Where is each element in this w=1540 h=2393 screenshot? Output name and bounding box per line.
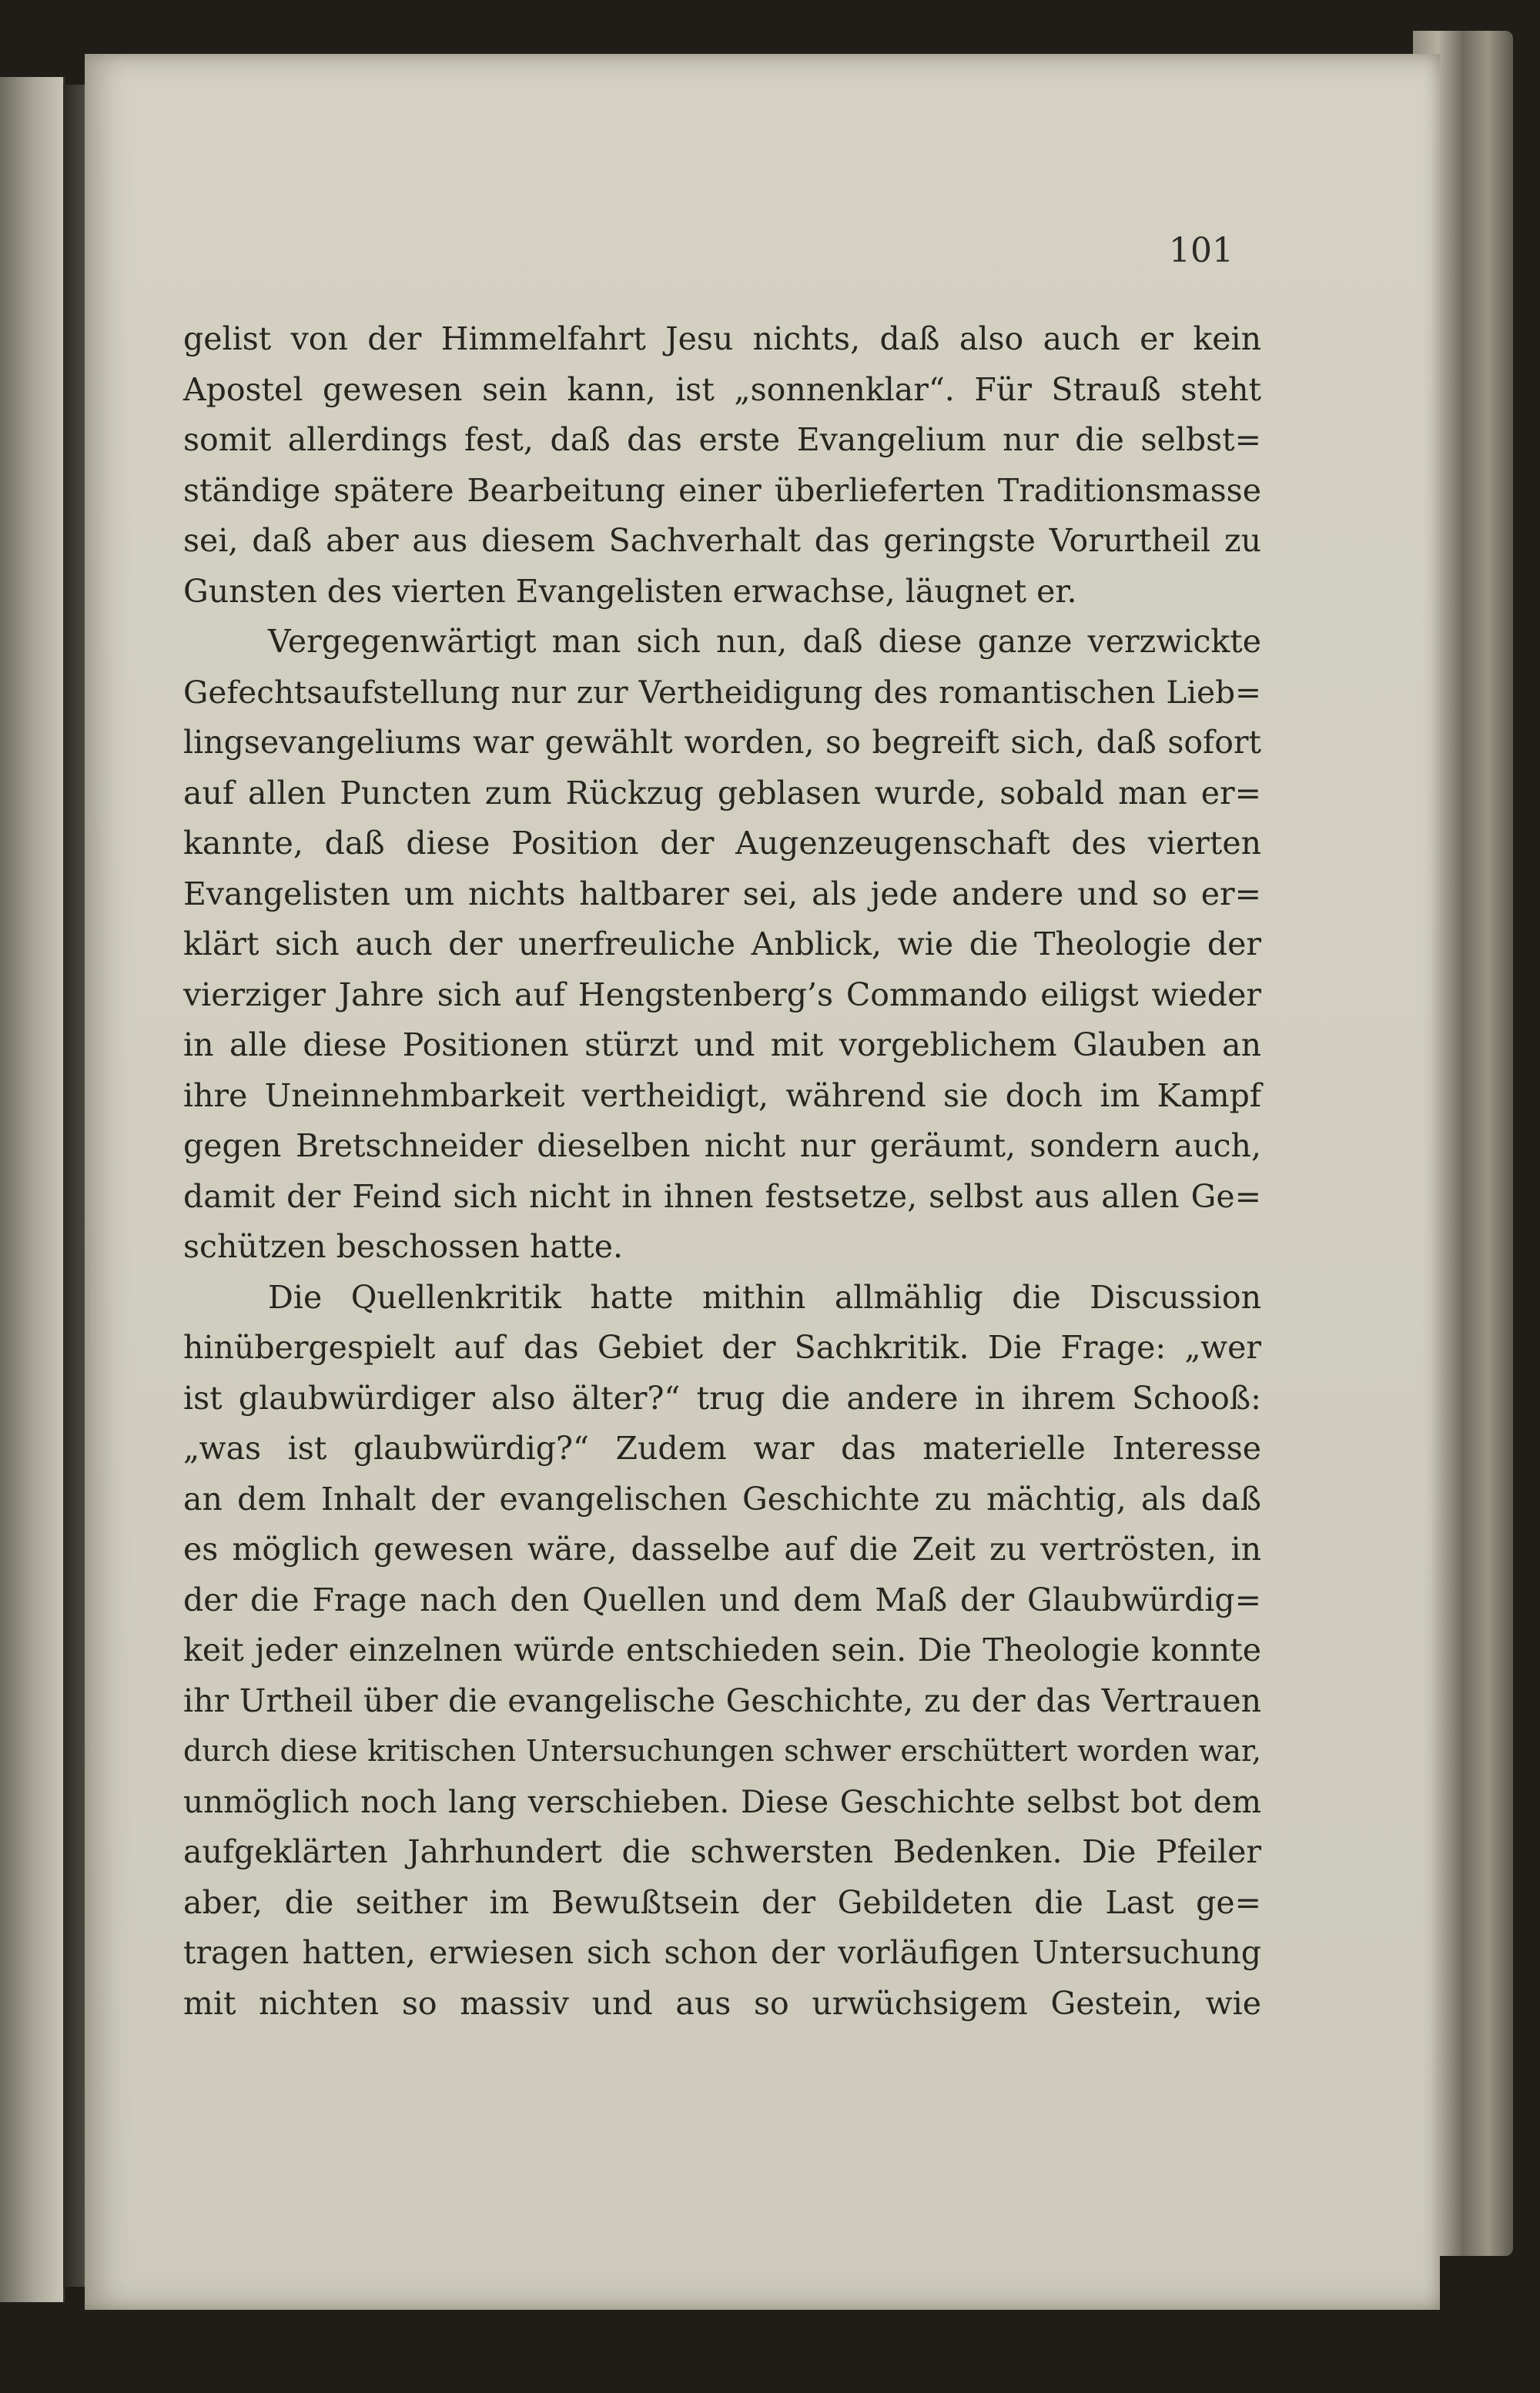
- text-line: Gunsten des vierten Evangelisten erwachse, läugnet er.: [183, 572, 1077, 610]
- text-line: lingsevangeliums war gewählt worden, so begreift sich, daß sofort: [183, 724, 1261, 761]
- text-line: durch diese kritischen Untersuchungen schwer erschüttert worden war,: [183, 1734, 1261, 1768]
- text-line: klärt sich auch der unerfreuliche Anblick, wie die Theologie der: [183, 925, 1261, 962]
- text-line: sei, daß aber aus diesem Sachverhalt das geringste Vorurtheil zu: [183, 522, 1261, 559]
- text-line: ist glaubwürdiger also älter?“ trug die andere in ihrem Schooß:: [183, 1379, 1261, 1417]
- page-number: 101: [1169, 231, 1234, 270]
- text-line: Vergegenwärtigt man sich nun, daß diese ganze verzwickte: [268, 623, 1261, 660]
- text-line: gelist von der Himmelfahrt Jesu nichts, daß also auch er kein: [183, 320, 1261, 357]
- left-page: [0, 77, 65, 2302]
- text-line: Evangelisten um nichts haltbarer sei, als jede andere und so er=: [183, 875, 1261, 912]
- text-line: Gefechtsaufstellung nur zur Vertheidigung des romantischen Lieb=: [183, 673, 1261, 711]
- text-line: vierziger Jahre sich auf Hengstenberg’s Commando eiligst wieder: [183, 976, 1261, 1013]
- text-line: gegen Bretschneider dieselben nicht nur geräumt, sondern auch,: [183, 1127, 1261, 1164]
- text-line: in alle diese Positionen stürzt und mit vorgeblichem Glauben an: [183, 1026, 1261, 1063]
- text-line: der die Frage nach den Quellen und dem Maß der Glaubwürdig=: [183, 1581, 1261, 1618]
- text-line: tragen hatten, erwiesen sich schon der vorläufigen Untersuchung: [183, 1934, 1261, 1971]
- text-line: aber, die seither im Bewußtsein der Gebildeten die Last ge=: [183, 1883, 1261, 1921]
- text-line: Die Quellenkritik hatte mithin allmählig die Discussion: [268, 1278, 1261, 1316]
- text-line: damit der Feind sich nicht in ihnen festsetze, selbst aus allen Ge=: [183, 1177, 1261, 1215]
- text-line: auf allen Puncten zum Rückzug geblasen wurde, sobald man er=: [183, 774, 1261, 812]
- text-line: somit allerdings fest, daß das erste Evangelium nur die selbst=: [183, 421, 1261, 458]
- text-line: schützen beschossen hatte.: [183, 1228, 624, 1265]
- text-line: kannte, daß diese Position der Augenzeugenschaft des vierten: [183, 825, 1261, 862]
- text-line: an dem Inhalt der evangelischen Geschichte zu mächtig, als daß: [183, 1480, 1261, 1518]
- text-line: es möglich gewesen wäre, dasselbe auf die Zeit zu vertrösten, in: [183, 1531, 1261, 1568]
- text-line: keit jeder einzelnen würde entschieden sein. Die Theologie konnte: [183, 1632, 1261, 1668]
- text-line: hinübergespielt auf das Gebiet der Sachkritik. Die Frage: „wer: [183, 1329, 1261, 1366]
- text-line: unmöglich noch lang verschieben. Diese Geschichte selbst bot dem: [183, 1782, 1261, 1820]
- text-line: ihr Urtheil über die evangelische Geschichte, zu der das Vertrauen: [183, 1682, 1261, 1719]
- text-line: mit nichten so massiv und aus so urwüchsigem Gestein, wie: [183, 1984, 1261, 2022]
- text-line: Apostel gewesen sein kann, ist „sonnenklar“. Für Strauß steht: [183, 370, 1261, 408]
- book-gutter: [63, 85, 85, 2287]
- text-line: ihre Uneinnehmbarkeit vertheidigt, während sie doch im Kampf: [183, 1076, 1261, 1114]
- body-text: [183, 314, 1261, 2029]
- text-line: „was ist glaubwürdig?“ Zudem war das materielle Interesse: [183, 1430, 1261, 1467]
- text-line: aufgeklärten Jahrhundert die schwersten Bedenken. Die Pfeiler: [183, 1833, 1261, 1870]
- text-line: ständige spätere Bearbeitung einer überlieferten Traditionsmasse: [183, 471, 1261, 509]
